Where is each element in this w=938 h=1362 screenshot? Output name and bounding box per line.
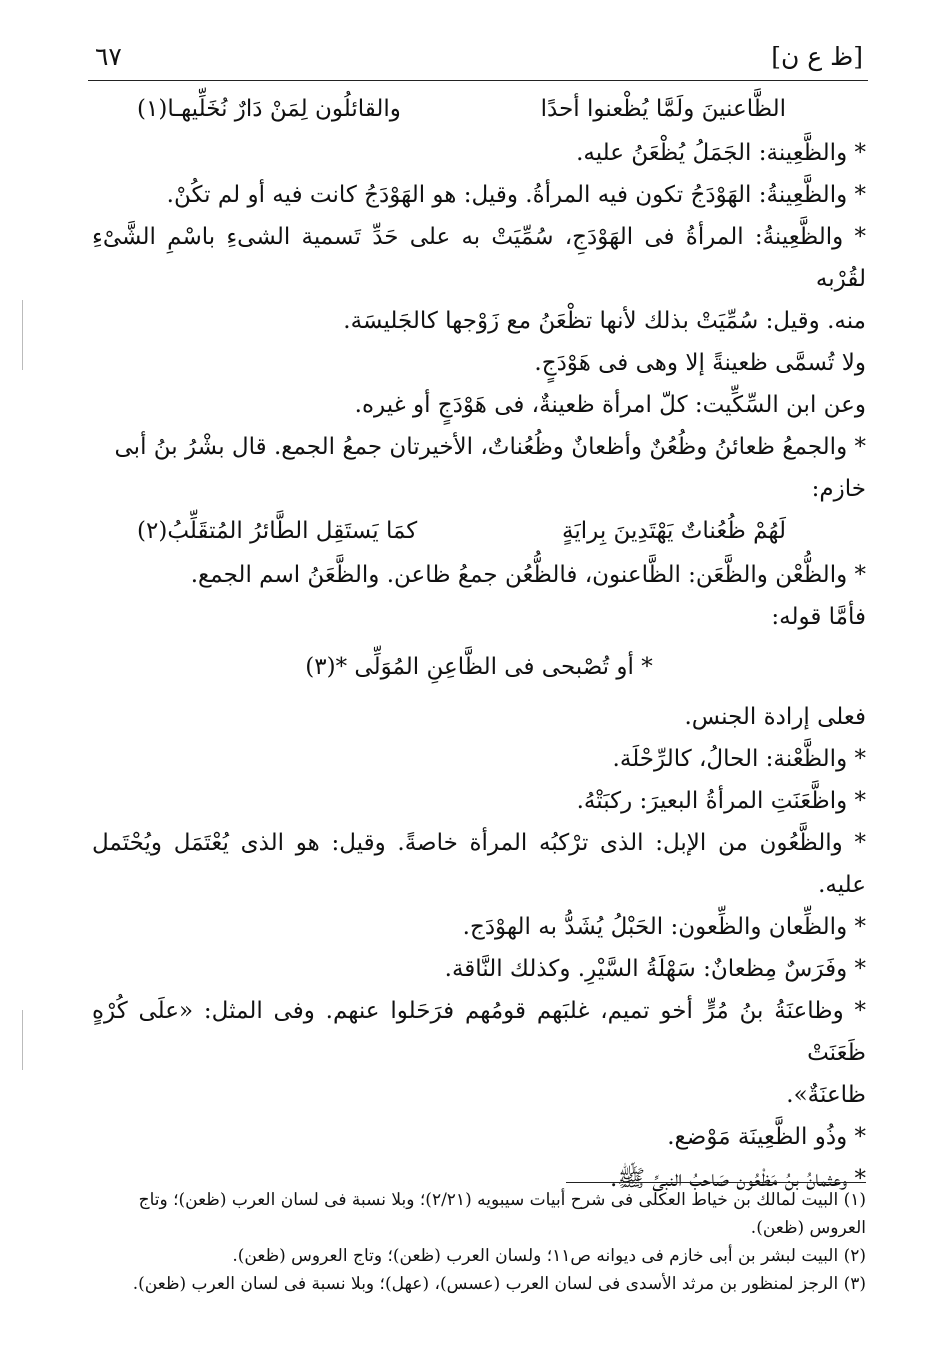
page-header bbox=[95, 36, 863, 76]
scan-margin-mark bbox=[22, 300, 23, 370]
page-number: ٦٧ bbox=[95, 41, 122, 71]
entry-line: * واظَّعَنَتِ المرأةُ البعيرَ: ركبَتْهُ. bbox=[576, 788, 866, 814]
footnote-line: (٣) الرجز لمنظور بن مرثد الأسدى فى لسان العرب (عسس)، (عهل)؛ وبلا نسبة فى لسان العرب (ظعن). bbox=[132, 1274, 866, 1294]
entry-line: * والجمعُ ظعائنُ وظُعُنٌ وأظعانٌ وظُعُناتٌ، الأخيرتان جمعُ الجمع. قال بشْرُ بنُ أبى bbox=[114, 434, 866, 460]
entry-line: * والظَّعِينةُ: الهَوْدَجُ تكون فيه المرأةُ. وقيل: هو الهَوْدَجُ كانت فيه أو لم تكُنْ. bbox=[166, 182, 866, 208]
entry-line: * وفَرَسٌ مِظعانٌ: سَهْلَةُ السَّيْرِ. وكذلك النَّاقة. bbox=[444, 956, 866, 982]
footnote-rule bbox=[566, 1182, 866, 1183]
entry-body bbox=[92, 88, 866, 1200]
entry-line: * والظَّعِينةُ: المرأةُ فى الهَوْدَجِ، سُمِّيَتْ به على حَدِّ تَسمية الشىءِ باسْمِ الشَّىْءِ لقُرْبه bbox=[92, 224, 866, 292]
entry-line: فأمَّا قوله: bbox=[771, 604, 866, 630]
entry-line: خازم: bbox=[811, 476, 866, 502]
verse-line bbox=[92, 510, 866, 554]
entry-line: منه. وقيل: سُمِّيَتْ بذلك لأنها تظْعَنُ مع زَوْجها كالجَليسَة. bbox=[343, 308, 866, 334]
verse-hemistich-right: الظَّاعنينَ ولَمَّا يُظْعنوا أحدًا bbox=[540, 96, 786, 122]
entry-line: * والظُّعْن والظَّعَن: الظَّاعنون، فالظُّعُن جمعُ ظاعن. والظَّعَنُ اسم الجمع. bbox=[190, 562, 866, 588]
entry-line: * والظَّعُون من الإبل: الذى ترْكبُه المرأة خاصةً. وقيل: هو الذى يُعْتَمَل ويُحْتَمل عليه. bbox=[92, 830, 866, 898]
footnote-line: (١) البيت لمالك بن خياط العكلى فى شرح أبيات سيبويه (٢/٢١)؛ وبلا نسبة فى لسان العرب (ظعن)؛ وتاج bbox=[138, 1190, 866, 1210]
entry-line: * والظِّعان والظِّعون: الحَبْلُ يُشَدُّ به الهوْدَج. bbox=[462, 914, 866, 940]
entry-line: * وظاعنَةُ بنُ مُرٍّ أخو تميم، غلبَهم قومُهم فرَحَلوا عنهم. وفى المثل: «علَى كُرْهٍ ظَعَنَتْ bbox=[92, 998, 866, 1066]
header-rule bbox=[88, 80, 868, 81]
root-heading: [ظ ع ن] bbox=[771, 41, 863, 71]
entry-line: * وذُو الظَّعِينَة مَوْضع. bbox=[667, 1124, 866, 1150]
entry-line: وعن ابن السِّكِّيت: كلّ امرأة ظعينةٌ، فى هَوْدَجٍ أو غيره. bbox=[354, 392, 866, 418]
footnotes bbox=[92, 1186, 866, 1298]
verse-hemistich-left: كمَا يَستَقِل الطَّائرُ المُتقَلِّبُ(٢) bbox=[137, 518, 418, 544]
entry-line: ظاعنَةٌ». bbox=[786, 1082, 866, 1108]
verse-line bbox=[92, 88, 866, 132]
footnote-line: العروس (ظعن). bbox=[750, 1218, 866, 1238]
scan-margin-mark bbox=[22, 1010, 23, 1070]
verse-hemistich-left: والقائلُون لِمَنْ دَارٌ نُخَلِّيهـا(١) bbox=[137, 96, 401, 122]
entry-line: ولا تُسمَّى ظعينةً إلا وهى فى هَوْدَجٍ. bbox=[534, 350, 866, 376]
entry-line: * وعثمانُ بنُ مَظْعُون صَاحبُ النبىِّ ﷺ. bbox=[610, 1166, 866, 1192]
rajaz-verse: * أو تُصْبحى فى الظَّاعِنِ المُوَلِّى *(٣) bbox=[305, 654, 653, 680]
verse-hemistich-right: لَهُمْ ظُعُناتٌ يَهْتَدِينَ بِرايَةٍ bbox=[562, 518, 786, 544]
entry-line: * والظَّعِينة: الجَمَلُ يُظْعَنُ عليه. bbox=[576, 140, 866, 166]
entry-line: فعلى إرادة الجنس. bbox=[684, 704, 866, 730]
entry-line: * والظَّعْنة: الحالُ، كالرِّحْلَة. bbox=[612, 746, 866, 772]
footnote-line: (٢) البيت لبشر بن أبى خازم فى ديوانه ص١١؛ ولسان العرب (ظعن)؛ وتاج العروس (ظعن). bbox=[232, 1246, 866, 1266]
